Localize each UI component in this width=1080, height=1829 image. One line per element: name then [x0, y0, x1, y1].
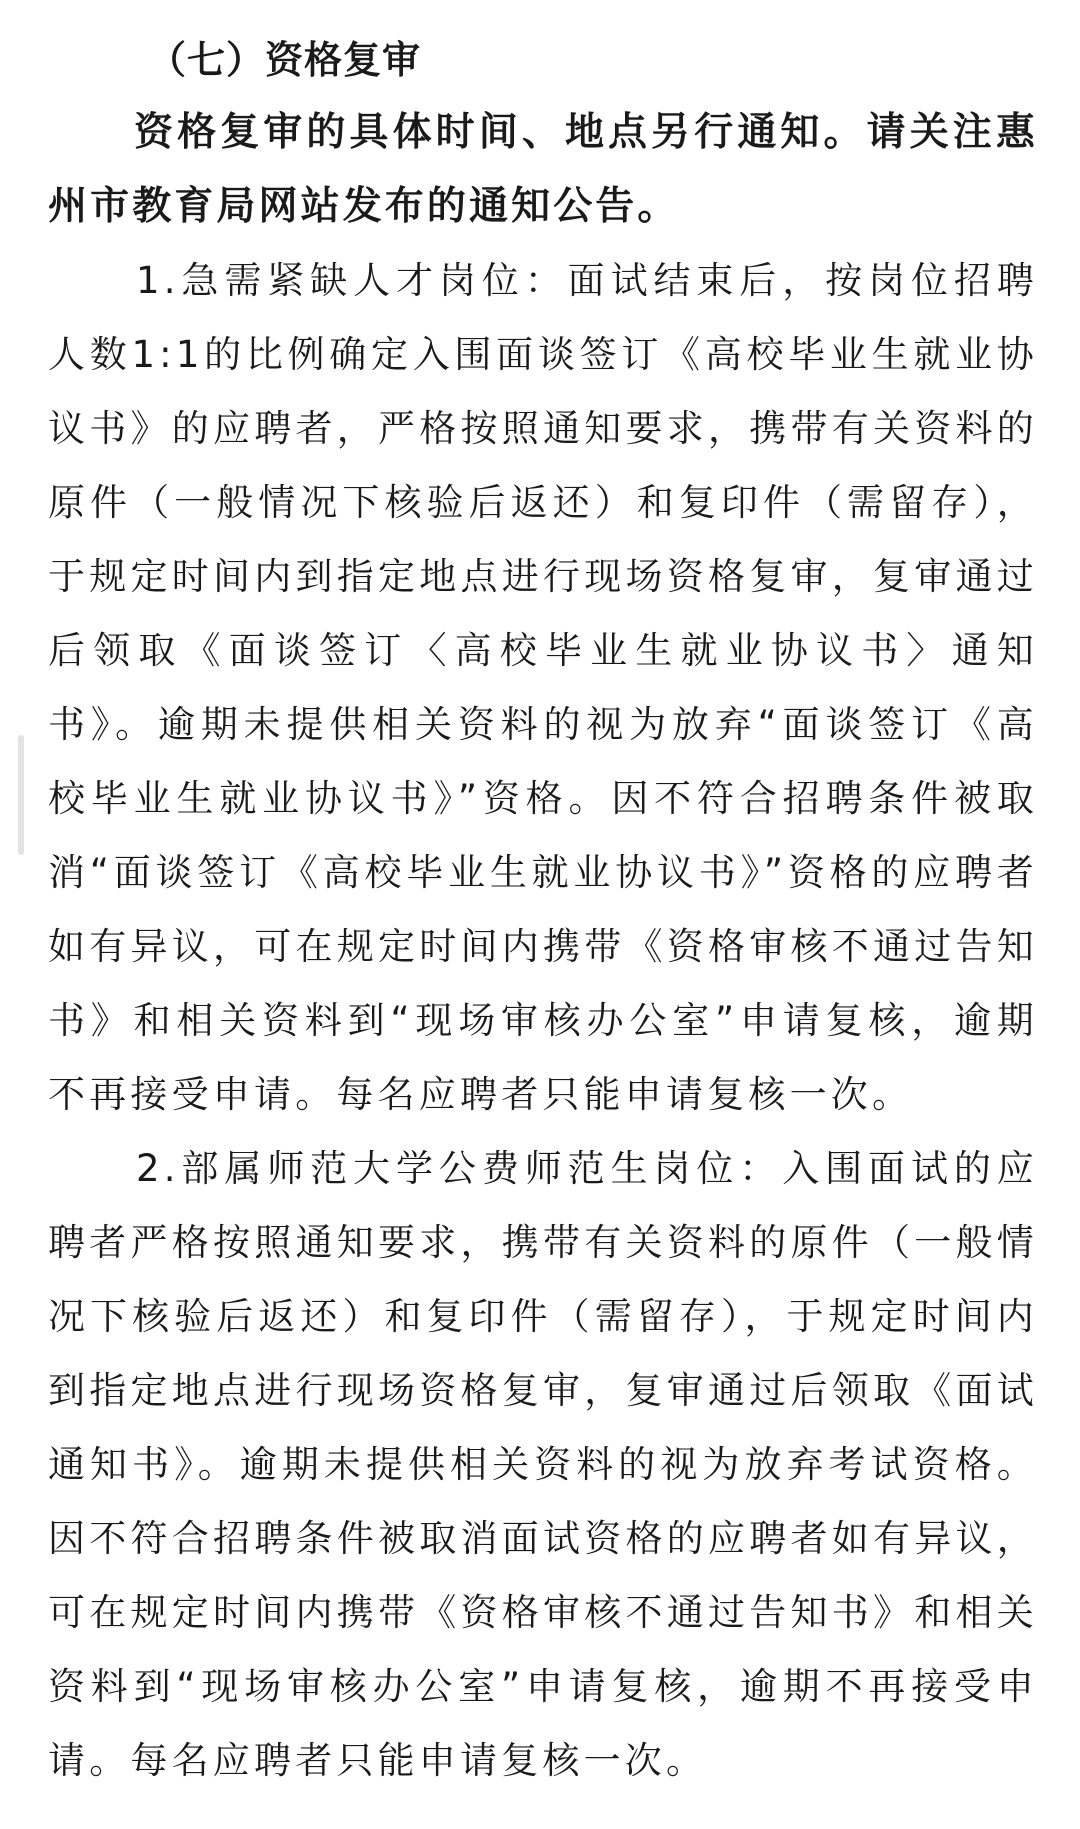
- intro-paragraph: 资格复审的具体时间、地点另行通知。请关注惠州市教育局网站发布的通知公告。: [48, 110, 1038, 229]
- paragraph-urgent-talent: 1.急需紧缺人才岗位：面试结束后，按岗位招聘人数1:1的比例确定入围面谈签订《高校毕业生就业协议书》的应聘者，严格按照通知要求，携带有关资料的原件（一般情况下核验后返还）和复印件（需留存），于规定时间内到指定地点进行现场资格复审，复审通过后领取《面谈签订〈高校毕业生就业协议书〉通知书》。逾期未提供相关资料的视为放弃“面谈签订《高校毕业生就业协议书》”资格。因不符合招聘条件被取消“面谈签订《高校毕业生就业协议书》”资格的应聘者如有异议，可在规定时间内携带《资格审核不通过告知书》和相关资料到“现场审核办公室”申请复核，逾期不再接受申请。每名应聘者只能申请复核一次。: [48, 259, 1038, 1116]
- document-body: [48, 30, 1038, 1798]
- scroll-indicator[interactable]: [18, 735, 24, 855]
- paragraph-normal-university: 2.部属师范大学公费师范生岗位：入围面试的应聘者严格按照通知要求，携带有关资料的原件（一般情况下核验后返还）和复印件（需留存），于规定时间内到指定地点进行现场资格复审，复审通过后领取《面试通知书》。逾期未提供相关资料的视为放弃考试资格。因不符合招聘条件被取消面试资格的应聘者如有异议，可在规定时间内携带《资格审核不通过告知书》和相关资料到“现场审核办公室”申请复核，逾期不再接受申请。每名应聘者只能申请复核一次。: [48, 1147, 1038, 1782]
- section-heading: （七）资格复审: [148, 38, 422, 82]
